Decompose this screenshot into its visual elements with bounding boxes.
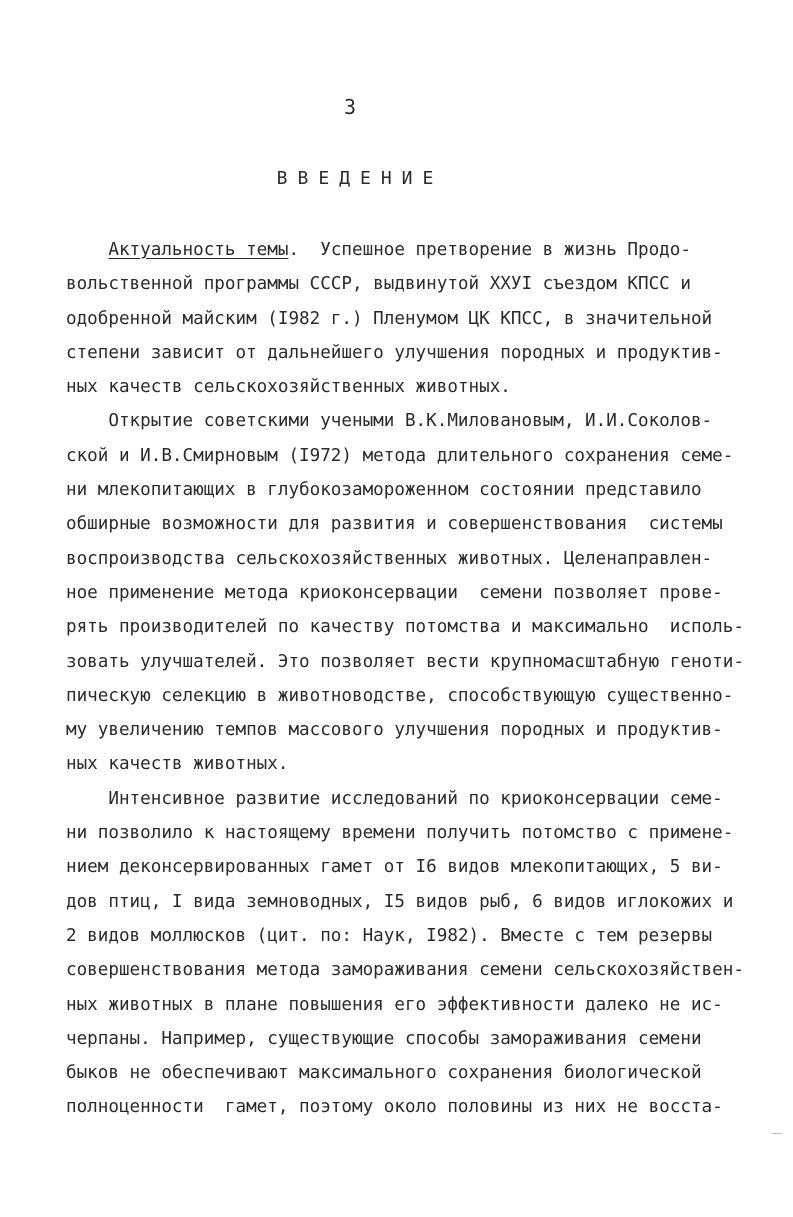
- margin-mark: [772, 1133, 782, 1134]
- text-line: обширные возможности для развития и совершенствования системы: [66, 514, 723, 535]
- page-number: 3: [343, 95, 357, 119]
- text-line: ской и И.В.Смирновым (I972) метода длительного сохранения семе-: [66, 445, 734, 466]
- text-line: зовать улучшателей. Это позволяет вести крупномасштабную геноти-: [66, 651, 744, 672]
- text-line: ни млекопитающих в глубокозамороженном состоянии представило: [66, 480, 702, 501]
- text-line: ни позволило к настоящему времени получить потомство с примене-: [66, 823, 734, 844]
- text-line: пическую селекцию в животноводстве, способствующую существенно-: [66, 685, 734, 706]
- section-heading: ВВЕДЕНИЕ: [276, 168, 444, 189]
- text-line: 2 видов моллюсков (цит. по: Наук, I982). Вместе с тем резервы: [66, 925, 713, 946]
- text-line: Интенсивное развитие исследований по криоконсервации семе-: [66, 788, 723, 809]
- text-line: ное применение метода криоконсервации семени позволяет прове-: [66, 582, 723, 603]
- text-line: нием деконсервированных гамет от I6 видов млекопитающих, 5 ви-: [66, 857, 723, 878]
- text-line: рять производителей по качеству потомства и максимально исполь-: [66, 617, 744, 638]
- topic-relevance-label: Актуальность темы: [108, 240, 289, 260]
- text-line: Открытие советскими учеными В.К.Милованoвым, И.И.Соколов-: [66, 411, 713, 432]
- text-line: воспроизводства сельскохозяйственных животных. Целенаправлен-: [66, 548, 713, 569]
- text-line: му увеличению темпов массового улучшения породных и продуктив-: [66, 720, 723, 741]
- text-line: степени зависит от дальнейшего улучшения породных и продуктив-: [66, 342, 723, 363]
- text-line: полноценности гамет, поэтому около половины из них не восста-: [66, 1097, 723, 1118]
- text-line: черпаны. Например, существующие способы замораживания семени: [66, 1028, 702, 1049]
- text-line: ных животных в плане повышения его эффективности далеко не ис-: [66, 994, 723, 1015]
- text-line: дов птиц, I вида земноводных, I5 видов рыб, 6 видов иглокожих и: [66, 891, 734, 912]
- text-line: Актуальность темы. Успешное претворение в жизнь Продо-: [108, 240, 691, 260]
- body-text: [66, 233, 756, 1125]
- text-line: совершенствования метода замораживания семени сельскохозяйствен-: [66, 960, 744, 981]
- text-line: вольственной программы СССР, выдвинутой ХХУI съездом КПСС и: [66, 274, 691, 295]
- text-line: быков не обеспечивают максимального сохранения биологической: [66, 1063, 702, 1084]
- text-line: ных качеств животных.: [66, 754, 289, 775]
- text-line: одобренной майским (I982 г.) Пленумом ЦК КПСС, в значительной: [66, 308, 713, 329]
- text-line: ных качеств сельскохозяйственных животных.: [66, 377, 511, 398]
